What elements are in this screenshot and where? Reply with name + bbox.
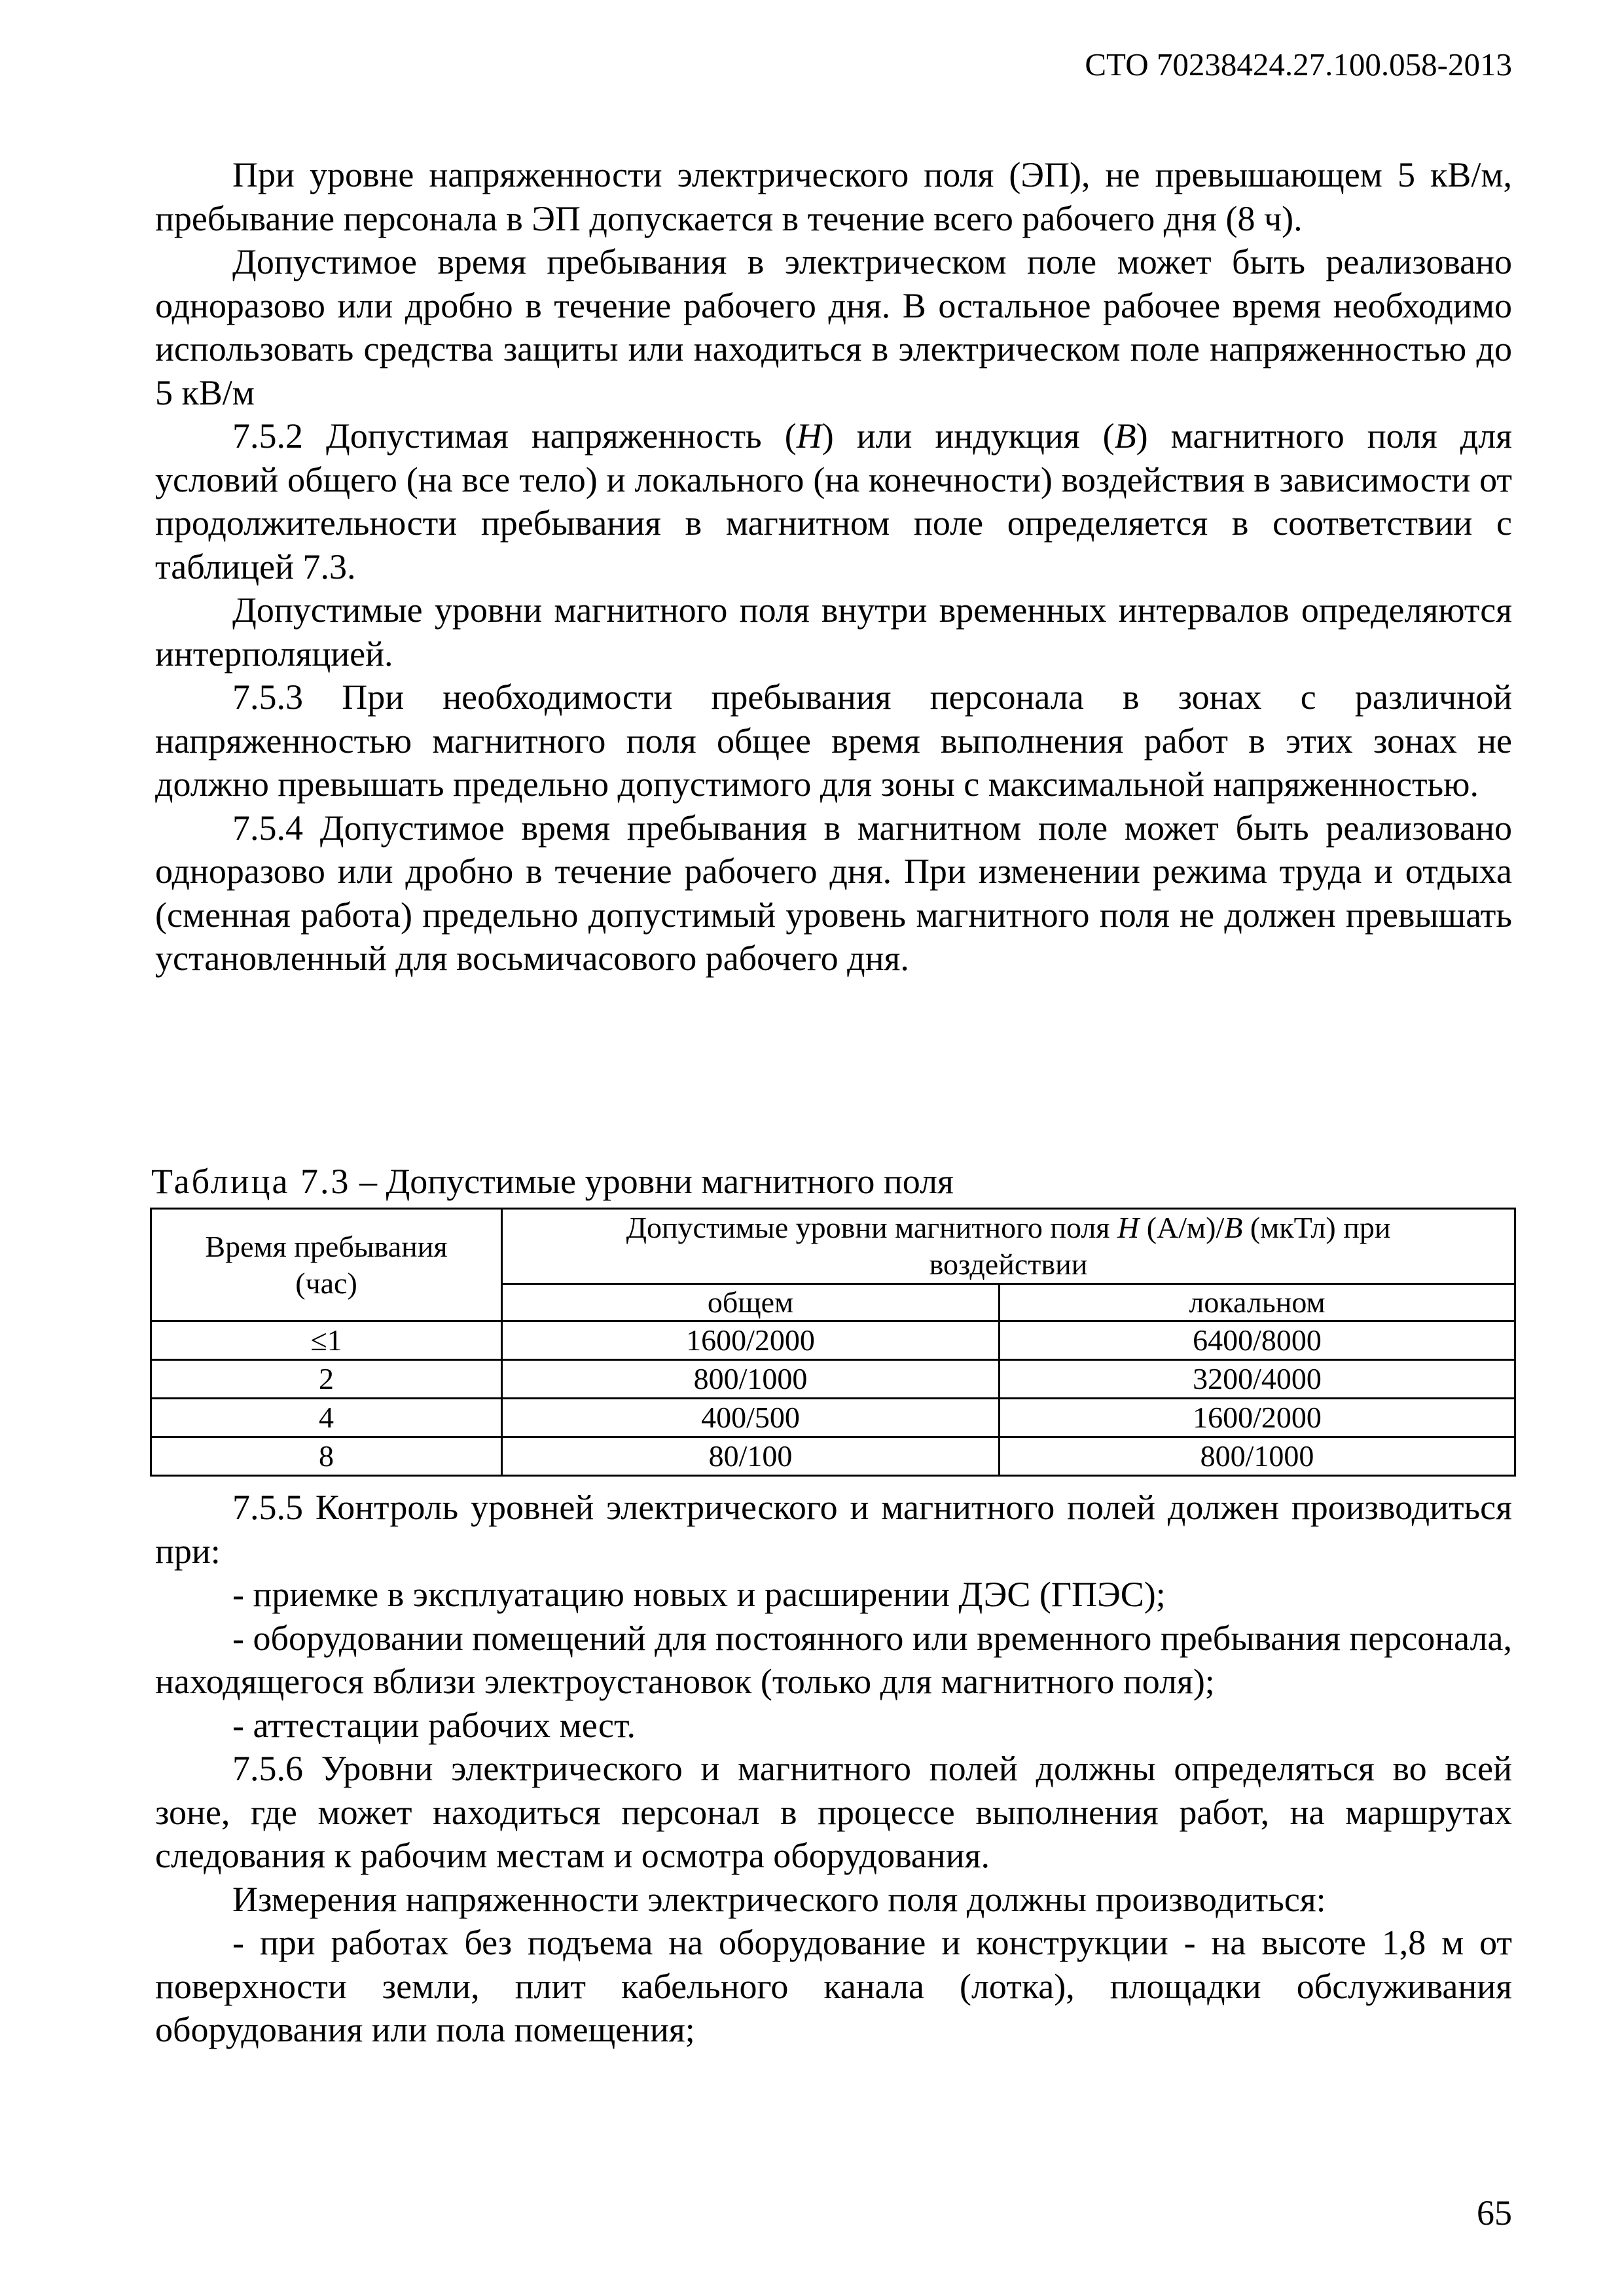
- table-row: [151, 1437, 1515, 1476]
- paragraph-7-5-5: 7.5.5 Контроль уровней электрического и магнитного полей должен производиться при:: [155, 1488, 1512, 1571]
- list-item: - приемке в эксплуатацию новых и расширении ДЭС (ГПЭС);: [232, 1575, 1166, 1614]
- header-permissible-levels: [502, 1209, 1515, 1284]
- table-row: [151, 1399, 1515, 1437]
- cell-general: 800/1000: [502, 1360, 1000, 1399]
- cell-local: 800/1000: [1000, 1437, 1515, 1476]
- page-number: 65: [1477, 2193, 1512, 2233]
- paragraph-7-5-4: 7.5.4 Допустимое время пребывания в магнитном поле может быть реализовано одноразово или дробно в течение рабочего дня. При изменении режима труда и отдыха (сменная работа) предельно допустимый уровень магнитного поля не должен превышать установленный для восьмичасового рабочего дня.: [155, 808, 1512, 978]
- header-levels-part-b: (А/м)/: [1139, 1211, 1225, 1244]
- table-caption: [151, 1160, 954, 1203]
- list-item: - оборудовании помещений для постоянного или временного пребывания персонала, находящегося вблизи электроустановок (только для магнитного поля);: [155, 1618, 1512, 1701]
- symbol-b: B: [1114, 416, 1136, 456]
- magnetic-field-table: [150, 1208, 1516, 1477]
- body-text-bottom: [155, 1486, 1512, 2052]
- paragraph-7-5-2-part-c: ) магнитного поля для условий общего (на все тело) и локального (на конечности) воздействия в зависимости от продолжительности пребывания в магнитном поле определяется в соответствии с таблицей 7.3.: [155, 416, 1512, 586]
- paragraph-7-5-2: [155, 414, 1512, 588]
- cell-local: 6400/8000: [1000, 1321, 1515, 1360]
- cell-time: 2: [151, 1360, 502, 1399]
- cell-local: 3200/4000: [1000, 1360, 1515, 1399]
- table-row: [151, 1360, 1515, 1399]
- body-text-top: [155, 153, 1512, 980]
- header-levels-part-c: (мкТл) при воздействии: [929, 1211, 1391, 1281]
- paragraph-electric-field-limit: При уровне напряженности электрического поля (ЭП), не превышающем 5 кВ/м, пребывание персонала в ЭП допускается в течение всего рабочего дня (8 ч).: [155, 155, 1512, 238]
- paragraph-electric-field-time: Допустимое время пребывания в электрическом поле может быть реализовано одноразово или дробно в течение рабочего дня. В остальное рабочее время необходимо использовать средства защиты или находиться в электрическом поле напряженностью до 5 кВ/м: [155, 242, 1512, 412]
- table-caption-dash: –: [350, 1162, 386, 1201]
- cell-local: 1600/2000: [1000, 1399, 1515, 1437]
- symbol-h: H: [796, 416, 822, 456]
- paragraph-measurements: Измерения напряженности электрического поля должны производиться:: [232, 1879, 1326, 1919]
- table-caption-title: Допустимые уровни магнитного поля: [386, 1162, 954, 1201]
- table-row: [151, 1321, 1515, 1360]
- paragraph-7-5-3: 7.5.3 При необходимости пребывания персонала в зонах с различной напряженностью магнитного поля общее время выполнения работ в этих зонах не должно превышать предельно допустимого для зоны с максимальной напряженностью.: [155, 677, 1512, 804]
- header-symbol-b: B: [1224, 1211, 1243, 1244]
- paragraph-7-5-2-part-b: ) или индукция (: [821, 416, 1115, 456]
- header-symbol-h: H: [1117, 1211, 1140, 1244]
- paragraph-7-5-6: 7.5.6 Уровни электрического и магнитного полей должны определяться во всей зоне, где может находиться персонал в процессе выполнения работ, на маршрутах следования к рабочим местам и осмотра оборудования.: [155, 1749, 1512, 1875]
- cell-general: 400/500: [502, 1399, 1000, 1437]
- table-caption-label: Таблица 7.3: [151, 1162, 351, 1201]
- document-code-header: СТО 70238424.27.100.058-2013: [1085, 46, 1512, 82]
- header-local: локальном: [1000, 1284, 1515, 1321]
- cell-time: ≤1: [151, 1321, 502, 1360]
- cell-general: 1600/2000: [502, 1321, 1000, 1360]
- paragraph-interpolation: Допустимые уровни магнитного поля внутри временных интервалов определяются интерполяцией.: [155, 590, 1512, 673]
- list-item: - при работах без подъема на оборудование и конструкции - на высоте 1,8 м от поверхности земли, плит кабельного канала (лотка), площадки обслуживания оборудования или пола помещения;: [155, 1923, 1512, 2049]
- header-levels-part-a: Допустимые уровни магнитного поля: [626, 1211, 1117, 1244]
- header-exposure-time: Время пребывания (час): [151, 1209, 502, 1321]
- header-general: общем: [502, 1284, 1000, 1321]
- cell-general: 80/100: [502, 1437, 1000, 1476]
- paragraph-7-5-2-part-a: 7.5.2 Допустимая напряженность (: [232, 416, 797, 456]
- cell-time: 8: [151, 1437, 502, 1476]
- cell-time: 4: [151, 1399, 502, 1437]
- list-item: - аттестации рабочих мест.: [232, 1705, 636, 1745]
